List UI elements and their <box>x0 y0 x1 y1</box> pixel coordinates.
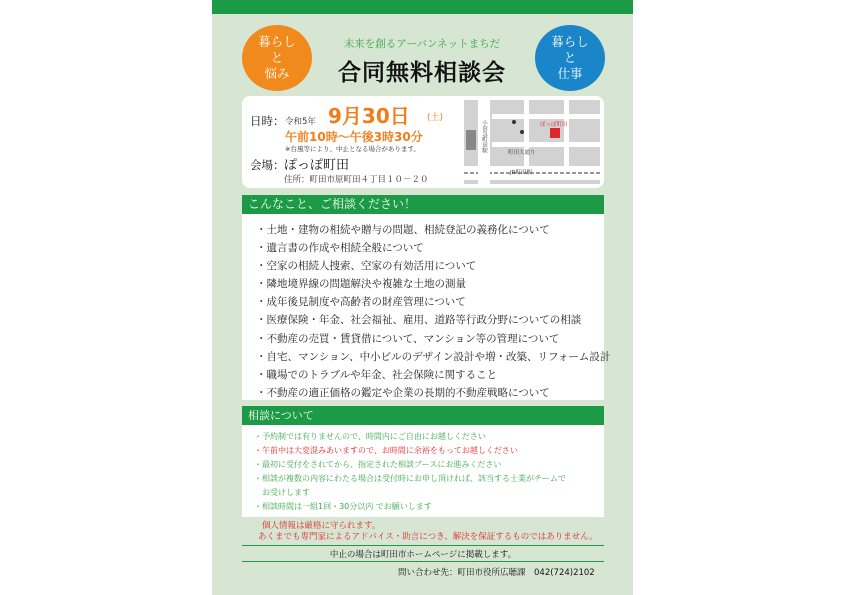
list-item: ・土地・建物の相続や贈与の問題、相続登記の義務化について <box>256 224 550 236</box>
list-item: お受けします <box>254 488 310 497</box>
divider <box>242 561 604 562</box>
location-map <box>464 100 600 184</box>
topics-heading: こんなこと、ご相談ください！ <box>242 195 604 214</box>
privacy-line2: あくまでも専門家によるアドバイス・助言につき、解決を保証するものではありません。 <box>258 532 598 542</box>
event-info-box <box>242 96 604 188</box>
map-street-label: 町田大通り <box>508 150 536 156</box>
badge-right-line3: 仕事 <box>557 66 583 81</box>
map-jr-label: JR町田駅 <box>510 170 532 176</box>
list-item: ・不動産の売買・賃貸借について、マンション等の管理について <box>256 332 560 345</box>
list-item: ・相談時間は一組1回・30分以内 でお願いします <box>254 502 432 511</box>
map-odakyu-label: 小田急町田駅 <box>481 120 487 153</box>
list-item: ・相談が複数の内容にわたる場合は受付時にお申し頂ければ、該当する士業がチームで <box>254 474 566 483</box>
tagline: 未来を創るアーバンネットまちだ <box>343 38 501 50</box>
map-venue-label: ぽっぽ町田 <box>540 122 568 128</box>
list-item: ・医療保険・年金、社会福祉、雇用、道路等行政分野についての相談 <box>256 314 582 327</box>
top-bar <box>212 0 633 14</box>
badge-life-worries <box>242 25 312 91</box>
badge-right-line2: と <box>563 50 577 65</box>
event-date: 9月30日 <box>328 104 410 128</box>
topics-list <box>256 221 610 402</box>
flyer <box>212 0 633 595</box>
list-item: ・成年後見制度や高齢者の財産管理について <box>256 296 466 309</box>
badge-left-line2: と <box>270 50 284 65</box>
venue-address: 住所：町田市原町田４丁目１０－２０ <box>284 175 429 185</box>
list-item: ・自宅、マンション、中小ビルのデザイン設計や増・改築、リフォーム設計 <box>256 350 611 363</box>
event-weekday: (土) <box>427 113 444 123</box>
topics-panel <box>242 214 611 400</box>
consult-heading: 相談について <box>242 406 604 425</box>
list-item: ・最初に受付をされてから、指定された相談ブースにお進みください <box>254 460 502 469</box>
badge-right-line1: 暮らし <box>551 34 589 49</box>
list-item: ・職場でのトラブルや年金、社会保険に関すること <box>256 368 498 381</box>
list-item: ・不動産の適正価格の鑑定や企業の長期的不動産戦略について <box>256 386 550 399</box>
privacy-notice <box>258 521 598 543</box>
privacy-line1: 個人情報は厳格に守られます。 <box>262 521 381 531</box>
cancel-notice: 中止の場合は町田市ホームページに掲載します。 <box>329 550 517 560</box>
consult-panel <box>242 425 604 517</box>
contact-info: 問い合わせ先：町田市役所広聴課 042(724)2102 <box>398 568 595 578</box>
list-item: ・午前中は大変混みあいますので、お時間に余裕をもってお越しください <box>254 446 518 455</box>
list-item: ・予約制では有りませんので、時間内にご自由にお越しください <box>254 432 486 441</box>
list-item: ・空家の相続人捜索、空家の有効活用について <box>256 260 477 273</box>
date-label: 日時： <box>250 114 285 128</box>
divider <box>242 545 604 546</box>
consult-list <box>254 430 566 514</box>
badge-life-work <box>535 25 605 91</box>
event-time: 午前10時～午後3時30分 <box>285 130 423 144</box>
badge-left-line1: 暮らし <box>258 34 296 49</box>
badge-left-line3: 悩み <box>264 66 290 81</box>
page-title: 合同無料相談会 <box>338 60 506 86</box>
venue-label: 会場： <box>250 158 285 172</box>
list-item: ・遺言書の作成や相続全般について <box>256 242 424 255</box>
list-item: ・隣地境界線の問題解決や複雑な土地の測量 <box>256 278 466 291</box>
cancel-note: ※台風等により、中止となる場合があります。 <box>285 145 420 153</box>
venue-name: ぽっぽ町田 <box>284 158 350 173</box>
era: 令和5年 <box>285 117 316 127</box>
